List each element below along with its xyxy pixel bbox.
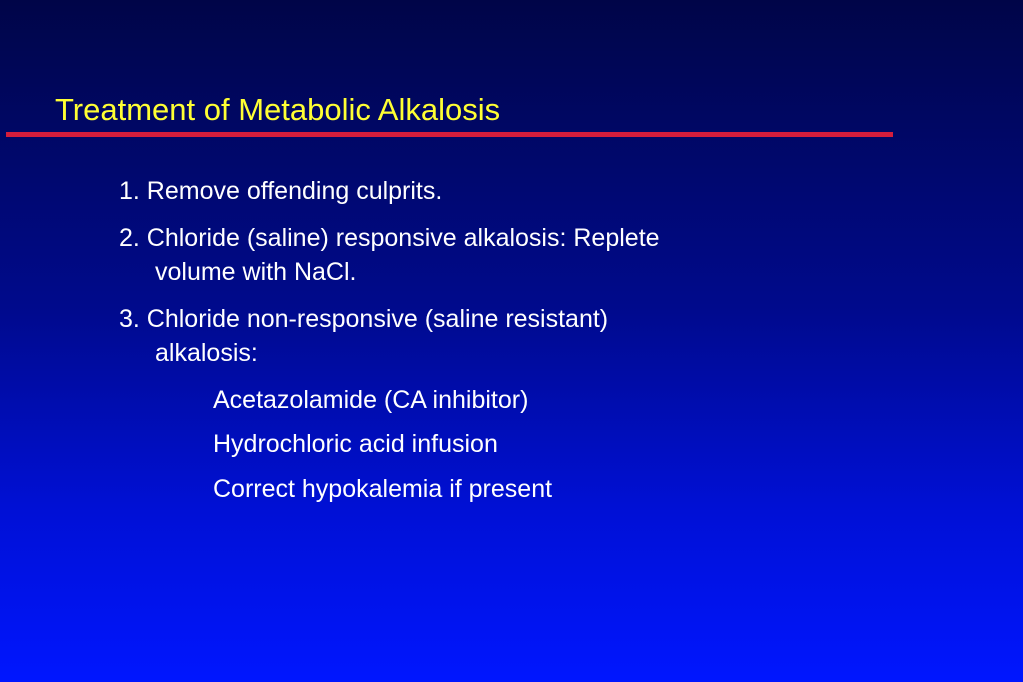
sub-item-hypokalemia: Correct hypokalemia if present bbox=[213, 475, 553, 503]
list-item-3: 3. Chloride non-responsive (saline resistant) bbox=[119, 305, 609, 333]
list-item-2-continuation: volume with NaCl. bbox=[155, 258, 357, 286]
title-underline bbox=[6, 132, 893, 137]
list-item-2: 2. Chloride (saline) responsive alkalosis: Replete bbox=[119, 224, 660, 252]
sub-item-hydrochloric-acid: Hydrochloric acid infusion bbox=[213, 430, 498, 458]
slide-title: Treatment of Metabolic Alkalosis bbox=[55, 92, 501, 127]
list-item-3-continuation: alkalosis: bbox=[155, 339, 258, 367]
list-item-1: 1. Remove offending culprits. bbox=[119, 177, 443, 205]
sub-item-acetazolamide: Acetazolamide (CA inhibitor) bbox=[213, 386, 529, 414]
